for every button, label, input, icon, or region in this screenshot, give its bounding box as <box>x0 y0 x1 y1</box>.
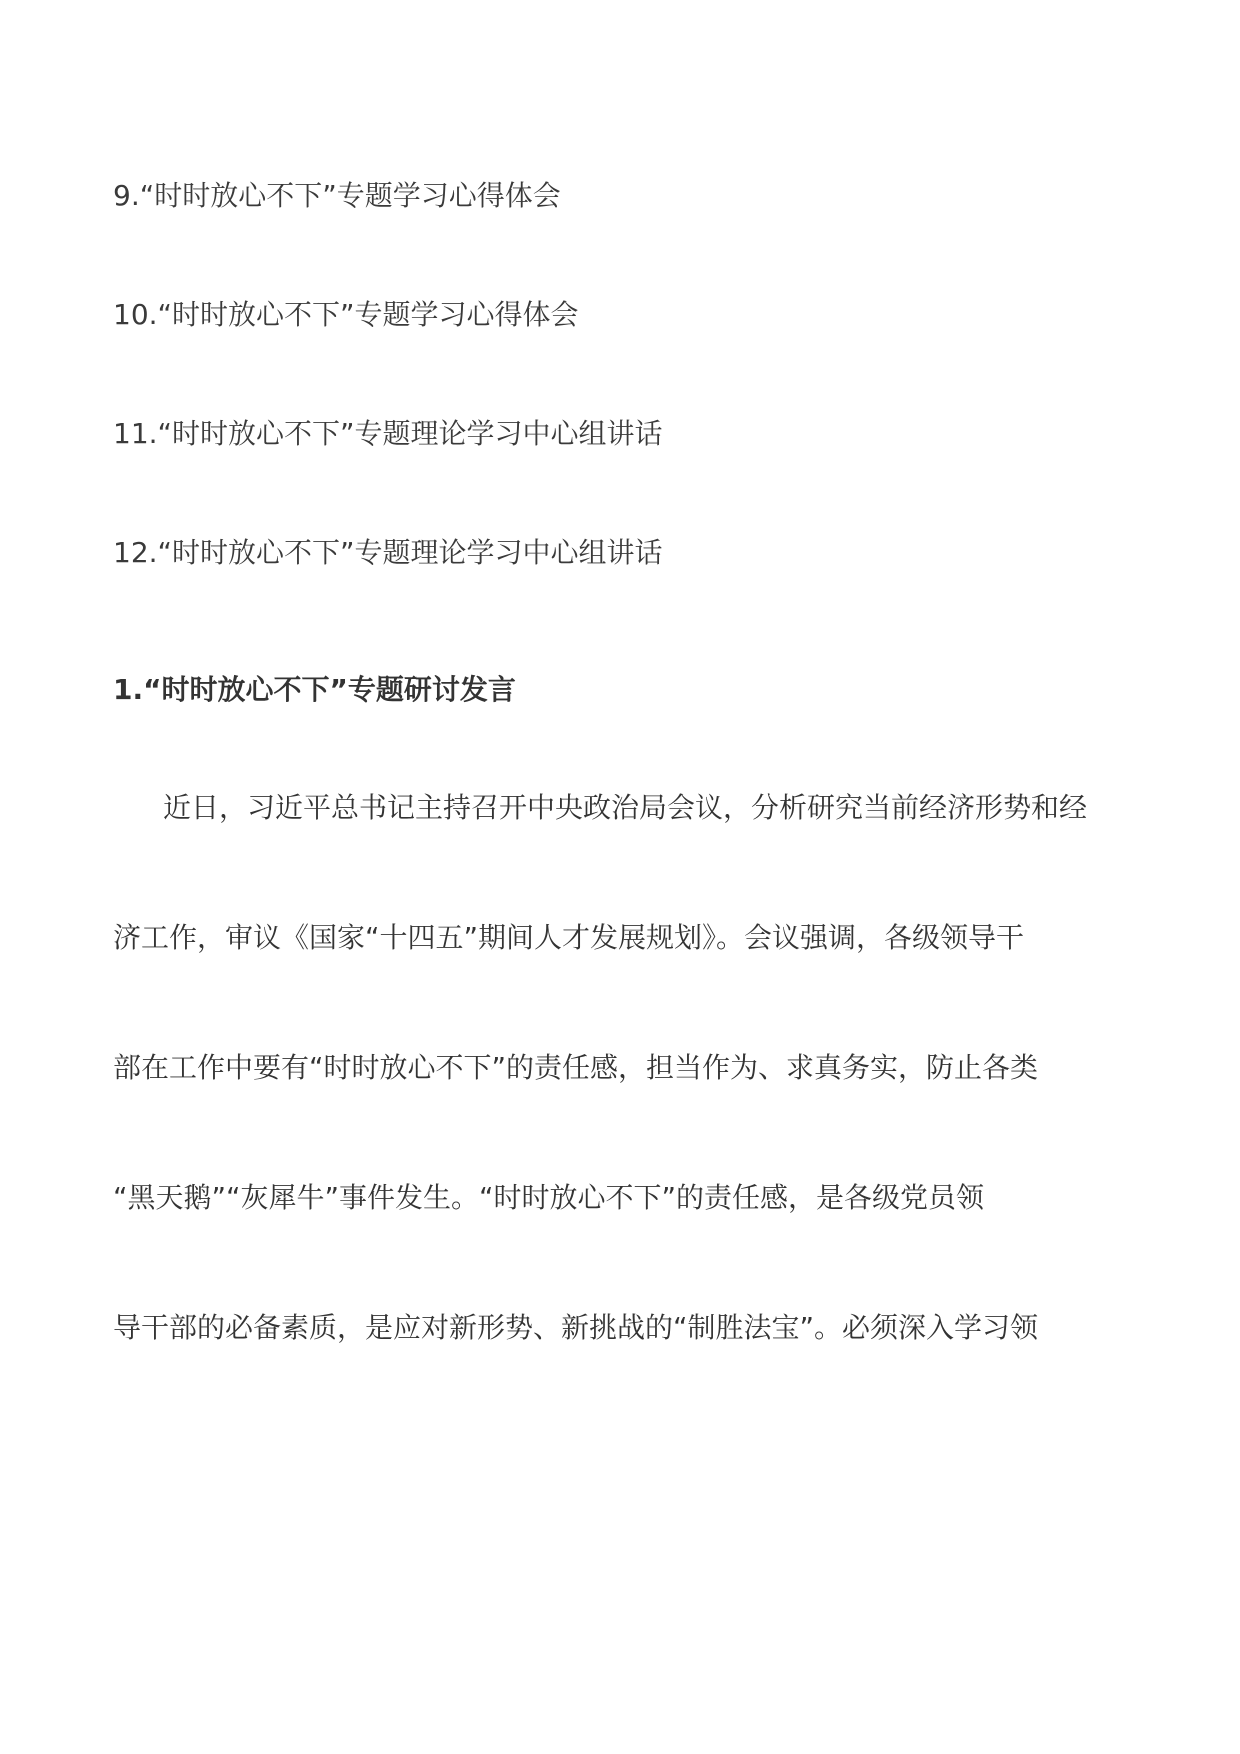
body-paragraph-line: 济工作，审议《国家“十四五”期间人才发展规划》。会议强调，各级领导干 <box>113 921 1025 954</box>
body-paragraph-line: 部在工作中要有“时时放心不下”的责任感，担当作为、求真务实，防止各类 <box>113 1051 1039 1084</box>
toc-item-11: 11.“时时放心不下”专题理论学习中心组讲话 <box>113 417 663 450</box>
toc-item-12: 12.“时时放心不下”专题理论学习中心组讲话 <box>113 536 663 569</box>
section-heading: 1.“时时放心不下”专题研讨发言 <box>113 673 516 706</box>
toc-item-10: 10.“时时放心不下”专题学习心得体会 <box>113 298 579 331</box>
body-paragraph-line: 近日，习近平总书记主持召开中央政治局会议，分析研究当前经济形势和经 <box>163 791 1088 824</box>
body-paragraph-line: “黑天鹅”“灰犀牛”事件发生。“时时放心不下”的责任感，是各级党员领 <box>113 1181 985 1214</box>
toc-item-9: 9.“时时放心不下”专题学习心得体会 <box>113 179 561 212</box>
body-paragraph-line: 导干部的必备素质，是应对新形势、新挑战的“制胜法宝”。必须深入学习领 <box>113 1311 1039 1344</box>
